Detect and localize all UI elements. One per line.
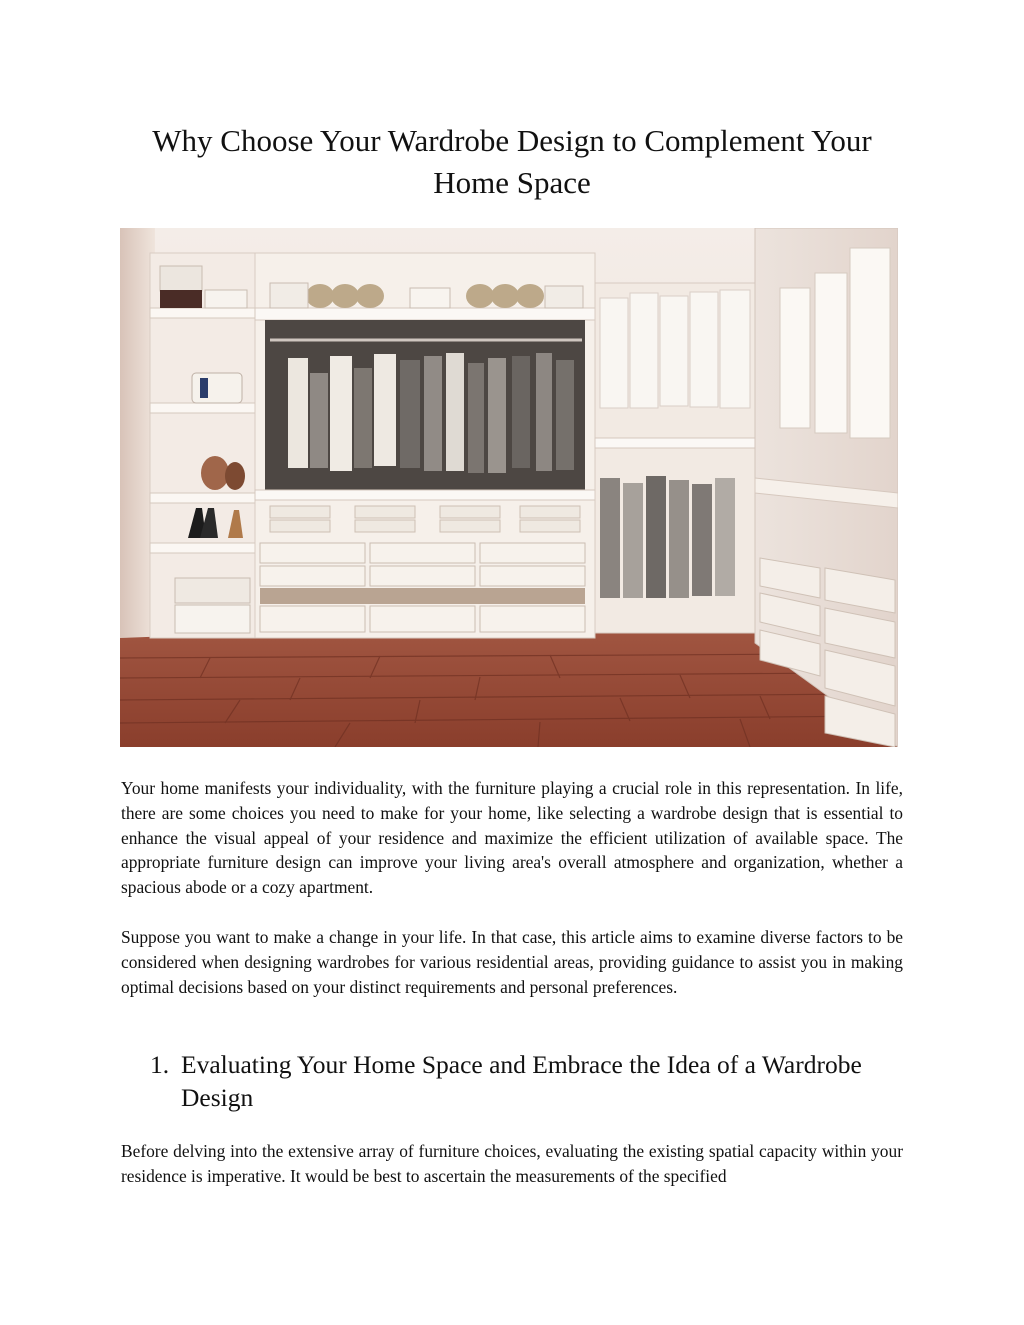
section-1-body: Before delving into the extensive array of furniture choices, evaluating the existing spatial capacity within your residence is imperative. It would be best to ascertain the measurements of the specified	[121, 1141, 903, 1186]
intro-paragraph: Your home manifests your individuality, with the furniture playing a crucial role in this representation. In life, there are some choices you need to make for your home, like selecting a wardrobe design that is essential to enhance the visual appeal of your residence and maximize the efficient utilization of available space. The appropriate furniture design can improve your living area's overall atmosphere and organization, whether a spacious abode or a cozy apartment.	[121, 778, 903, 898]
section-1-heading-text: Evaluating Your Home Space and Embrace the Idea of a Wardrobe Design	[181, 1050, 862, 1112]
purpose-paragraph: Suppose you want to make a change in your life. In that case, this article aims to examine diverse factors to be considered when designing wardrobes for various residential areas, providing guidance to assist you in making optimal decisions based on your distinct requirements and personal preferences.	[121, 927, 903, 997]
wardrobe-hero-image	[120, 228, 898, 747]
section-1-heading	[150, 1048, 905, 1114]
section-1-number: 1.	[150, 1050, 170, 1079]
page-title: Why Choose Your Wardrobe Design to Complement Your Home Space	[152, 123, 872, 200]
